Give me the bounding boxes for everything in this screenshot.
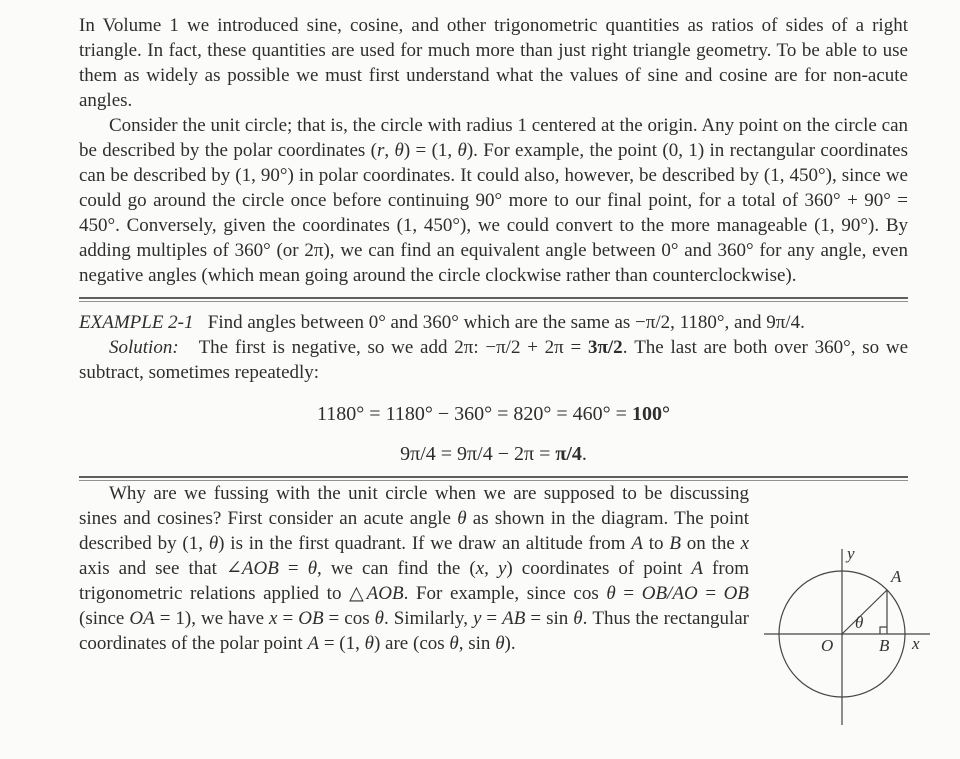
diagram-label-x: x <box>912 634 920 653</box>
diagram-label-o: O <box>821 636 834 655</box>
double-rule-top <box>79 297 908 302</box>
equation-line-1: 1180° = 1180° − 360° = 820° = 460° = 100° <box>317 403 670 425</box>
unit-circle-paragraph: Consider the unit circle; that is, the circle with radius 1 centered at the origin. Any point on the circle can be described by the polar coordinates (r, θ) = (1, θ). For example, the point (0, 1) in rectangular coordinates can be described by (1, 90°) in polar coordinates. It could also, however, be described by (1, 450°), since we could go around the circle once before continuing 90° more to our final point, for a total of 360° + 90° = 450°. Conversely, given the coordinates (1, 450°), we could convert to the more manageable (1, 90°). By adding multiples of 360° (or 2π), we can find an equivalent angle between 0° and 360° for any angle, even negative angles (which mean going around the circle clockwise rather than counterclockwise). <box>79 115 909 286</box>
intro-paragraph: In Volume 1 we introduced sine, cosine, and other trigonometric quantities as ratios of sides of a right triangle. In fact, these quantities are used for much more than just right triangle geometry. To be able to use them as widely as possible we must first understand what the values of sine and cosine are for non-acute angles. <box>79 15 908 111</box>
right-angle-mark <box>880 627 887 634</box>
diagram-label-b: B <box>879 636 890 655</box>
diagram-label-theta: θ <box>855 613 864 632</box>
equation-line-2: 9π/4 = 9π/4 − 2π = π/4. <box>400 443 587 465</box>
example-heading: EXAMPLE 2-1 Find angles between 0° and 360° which are the same as −π/2, 1180°, and 9π/4. <box>79 312 805 333</box>
diagram-label-a: A <box>891 567 902 586</box>
solution-paragraph: Solution: The first is negative, so we add 2π: −π/2 + 2π = 3π/2. The last are both over 360°, so we subtract, sometimes repeatedly: <box>79 337 908 383</box>
diagram-label-y: y <box>847 544 855 563</box>
discussion-paragraph: Why are we fussing with the unit circle when we are supposed to be discussing sines and cosines? First consider an acute angle θ as shown in the diagram. The point described by (1, θ) is in the first quadrant. If we draw an altitude from A to B on the x axis and see that ∠AOB = θ, we can find the (x, y) coordinates of point A from trigonometric relations applied to △AOB. For example, since cos θ = OB/AO = OB (since OA = 1), we have x = OB = cos θ. Similarly, y = AB = sin θ. Thus the rectangular coordinates of the polar point A = (1, θ) are (cos θ, sin θ). <box>79 483 750 654</box>
unit-circle-diagram <box>758 544 960 736</box>
